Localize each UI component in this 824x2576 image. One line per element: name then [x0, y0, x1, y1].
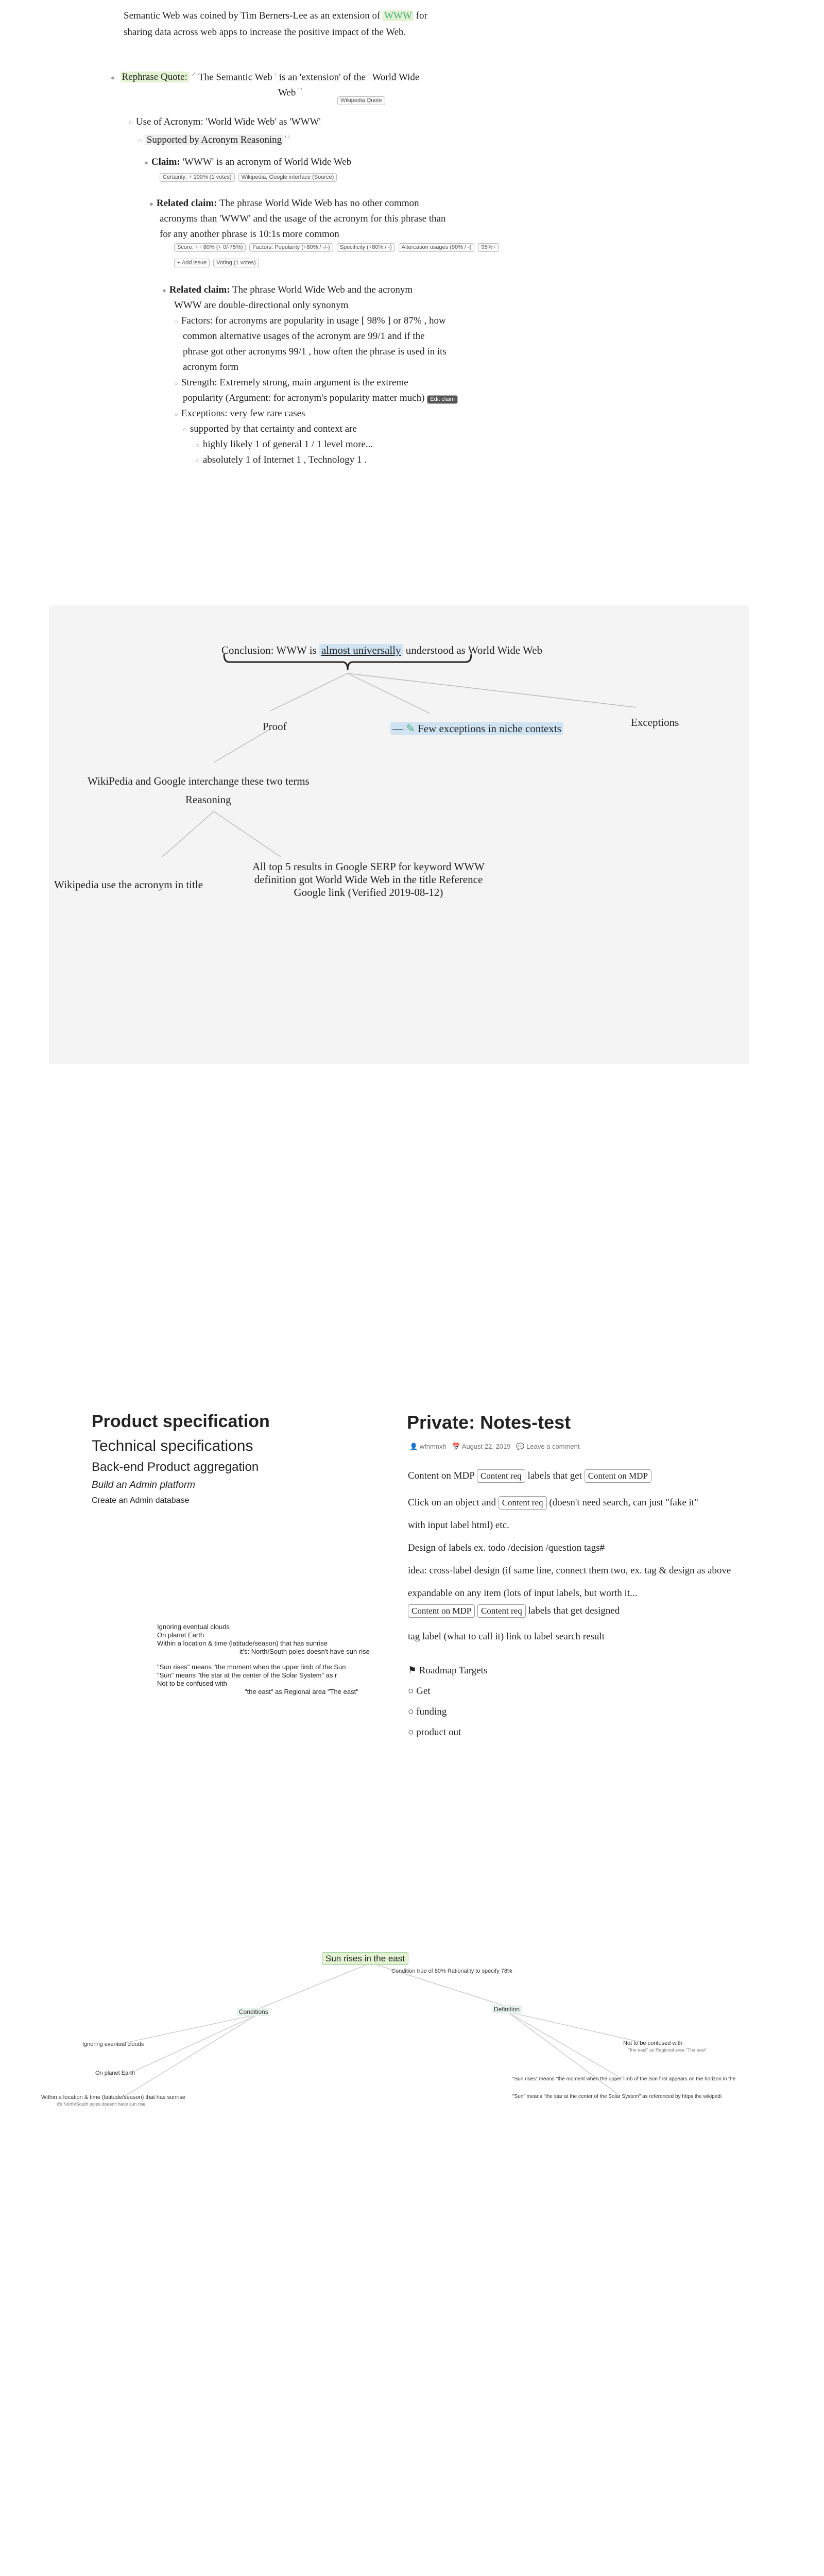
note-line[interactable]: it's: North/South poles doesn't have sun rise — [239, 1648, 370, 1655]
note-line[interactable]: Ignoring eventual clouds — [157, 1623, 230, 1631]
post-line-4: Design of labels ex. todo /decision /question tags# — [408, 1543, 605, 1553]
sun-root-node[interactable]: Sun rises in the east — [322, 1954, 408, 1964]
note-line[interactable]: Within a location & time (latitude/season) that has sunrise — [157, 1639, 328, 1647]
proof-node[interactable]: Proof — [263, 720, 287, 733]
list-item-funding[interactable]: ○ funding — [408, 1706, 447, 1717]
related2-line-2: WWW are double-directional only synonym — [174, 300, 349, 311]
sun-cond-3b[interactable]: it's North/South poles doesn't have sun rise — [57, 2102, 146, 2107]
edit-claim-chip[interactable]: Edit claim — [427, 395, 458, 404]
post-title[interactable]: Private: Notes-test — [407, 1412, 571, 1433]
menu-item-2[interactable]: Back-end Product aggregation — [92, 1460, 259, 1474]
reasoning-node[interactable]: Reasoning — [185, 793, 231, 806]
add-issue-chip[interactable]: + Add issue — [174, 259, 210, 267]
argument-tree-links — [49, 605, 749, 1064]
claim-row: ● Claim: 'WWW' is an acronym of World Wide Web — [144, 157, 352, 167]
comment-icon: 💬 — [516, 1443, 525, 1450]
factors-line-4: acronym form — [183, 362, 239, 372]
supported-by-row: ○ supported by that certainty and context are — [183, 423, 357, 434]
wikipedia-quote-chip[interactable]: Wikipedia Quote — [337, 95, 387, 105]
sun-def-1[interactable]: Not to be confused with — [623, 2040, 682, 2046]
related-claim-row: ● Related claim: The phrase World Wide Web has no other common — [149, 198, 419, 209]
factors-line-3: phrase got other acronyms 99/1 , how often the phrase is used in its — [183, 346, 447, 357]
add-chips — [174, 258, 261, 267]
factor-chip[interactable]: Altercation usages (90% / -) — [399, 243, 475, 252]
post-line-7: Content on MDP Content req labels that get designed — [408, 1603, 620, 1619]
related-claim-2-row: ● Related claim: The phrase World Wide Web and the acronym — [162, 284, 413, 295]
voting-chip[interactable]: Voting (1 votes) — [213, 259, 259, 267]
note-line[interactable]: "Sun rises" means "the moment when the upper limb of the Sun — [157, 1663, 346, 1671]
factors-line-2: common alternative usages of the acronym are 99/1 and if the — [183, 331, 425, 342]
few-exceptions-node[interactable]: — ✎ Few exceptions in niche contexts — [390, 722, 563, 735]
score-chip[interactable]: Score: ++ 80% (+ 0/-75%) — [174, 243, 246, 252]
post-line-5: idea: cross-label design (if same line, connect them two, ex. tag & design as above — [408, 1565, 731, 1576]
definition-node[interactable]: Definition — [492, 2005, 522, 2013]
user-icon: 👤 — [409, 1443, 418, 1450]
sun-def-2[interactable]: "Sun rises" means "the moment when the upper limb of the Sun first appears on the horizon in the — [512, 2076, 736, 2082]
sun-cond-2[interactable]: On planet Earth — [95, 2070, 135, 2076]
factor-chip[interactable]: Specificity (+80% / -) — [337, 243, 395, 252]
source-chip[interactable]: Wikipedia, Google interface (Source) — [238, 173, 337, 182]
factor-chip[interactable]: 95%+ — [478, 243, 499, 252]
related-line-2: acronyms than 'WWW' and the usage of the acronym for this phrase than — [160, 213, 446, 224]
factor-chip[interactable]: Factors: Popularity (+80% / -/-) — [249, 243, 333, 252]
post-line-2: Click on an object and Content req (doesn't need search, can just "fake it" — [408, 1495, 698, 1511]
conclusion-node[interactable]: Conclusion: WWW is almost universally understood as World Wide Web — [221, 644, 543, 656]
exceptions-node[interactable]: Exceptions — [631, 716, 679, 728]
bullet-icon[interactable]: ● — [144, 159, 148, 166]
calendar-icon: 📅 — [452, 1443, 460, 1450]
wikipedia-title-node[interactable]: Wikipedia use the acronym in title — [54, 878, 203, 891]
serp-node[interactable]: All top 5 results in Google SERP for keyword WWW definition got World Wide Web in the title Reference Google link (Verified 2019-08-12) — [252, 860, 485, 899]
bullet-icon[interactable]: ● — [162, 286, 166, 294]
list-item-get[interactable]: ○ Get — [408, 1686, 431, 1697]
acronym-row: ○ Use of Acronym: 'World Wide Web' as 'WWW' — [129, 116, 321, 127]
intro-line-2: sharing data across web apps to increase the positive impact of the Web. — [124, 27, 406, 38]
note-line[interactable]: Not to be confused with — [157, 1680, 227, 1687]
absolutely-row: ○ absolutely 1 of Internet 1 , Technology 1 . — [196, 454, 367, 465]
certainty-chip[interactable]: Certainty: + 100% (1 votes) — [160, 173, 235, 182]
factors-row: ○ Factors: for acronyms are popularity in usage [ 98% ] or 87% , how — [174, 315, 446, 326]
post-line-8: tag label (what to call it) link to label search result — [408, 1631, 605, 1642]
conditions-node[interactable]: Conditions — [237, 2008, 270, 2016]
sun-def-3[interactable]: "Sun" means "the star at the center of the Solar System" as referenced by https the wikipedi — [512, 2094, 722, 2099]
bullet-icon[interactable]: ○ — [138, 137, 142, 145]
sun-cond-3[interactable]: Within a location & time (latitude/season) that has sunrise — [41, 2094, 186, 2100]
intro-line-1: Semantic Web was coined by Tim Berners-Lee as an extension of WWW for — [124, 10, 427, 21]
post-line-3: with input label html) etc. — [408, 1520, 509, 1531]
post-line-1: Content on MDP Content req labels that get Content on MDP — [408, 1468, 651, 1484]
rephrase-row: ● Rephrase Quote: ↗ The Semantic Web $^{^1}$ is an 'extension' of the $^{^1}$ World Wide — [111, 72, 420, 83]
flag-icon: ⚑ — [408, 1665, 417, 1676]
bullet-icon[interactable]: ● — [111, 74, 115, 82]
score-chips — [174, 242, 501, 252]
content-req-tag[interactable]: Content req — [499, 1496, 547, 1510]
notes-list — [157, 1623, 399, 1696]
bullet-icon[interactable]: ● — [149, 200, 153, 208]
www-highlight[interactable]: WWW — [383, 10, 414, 21]
menu-item-4[interactable]: Create an Admin database — [92, 1496, 190, 1505]
supported-row: ○ Supported by Acronym Reasoning $^{^1 ^2}$ — [138, 134, 290, 146]
note-line[interactable]: On planet Earth — [157, 1631, 204, 1639]
rephrase-web: Web $^{^1 ^2}$ — [278, 87, 302, 98]
note-line[interactable]: "the east" as Regional area "The east" — [245, 1688, 358, 1696]
popularity-row: popularity (Argument: for acronym's popularity matter much) Edit claim — [183, 391, 459, 406]
claim-chips — [160, 172, 338, 182]
sun-def-1b[interactable]: "the east" as Regional area "The east" — [628, 2047, 707, 2053]
sun-root-note: Condition true of 80% Rationality to specify 78% — [391, 1968, 512, 1974]
wiki-google-node[interactable]: WikiPedia and Google interchange these two terms — [88, 775, 310, 787]
strength-row: ○ Strength: Extremely strong, main argument is the extreme — [174, 377, 408, 388]
sun-cond-1[interactable]: Ignoring eventual clouds — [82, 2041, 144, 2047]
menu-item-1[interactable]: Technical specifications — [92, 1437, 253, 1454]
related-line-3: for any another phrase is 10:1s more common — [160, 229, 339, 240]
bullet-icon[interactable]: ○ — [129, 118, 133, 126]
highly-row: ○ highly likely 1 of general 1 / 1 level more... — [196, 439, 373, 450]
content-req-tag[interactable]: Content req — [477, 1469, 525, 1483]
arrow-icon: ↗ — [191, 72, 196, 78]
content-tag[interactable]: Content on MDP — [585, 1469, 651, 1483]
post-meta: 👤 wfnmnxh 📅 August 22, 2019 💬 Leave a comment — [409, 1443, 580, 1450]
menu-title[interactable]: Product specification — [92, 1412, 270, 1431]
menu-item-3[interactable]: Build an Admin platform — [92, 1480, 196, 1490]
rephrase-label[interactable]: Rephrase Quote: — [121, 72, 189, 82]
roadmap-heading: ⚑ Roadmap Targets — [408, 1665, 488, 1676]
note-line[interactable]: "Sun" means "the star at the center of the Solar System" as r — [157, 1671, 337, 1679]
list-item-product[interactable]: ○ product out — [408, 1727, 461, 1738]
post-line-6: expandable on any item (lots of input labels, but worth it... — [408, 1588, 638, 1599]
exceptions-row: ○ Exceptions: very few rare cases — [174, 408, 305, 419]
